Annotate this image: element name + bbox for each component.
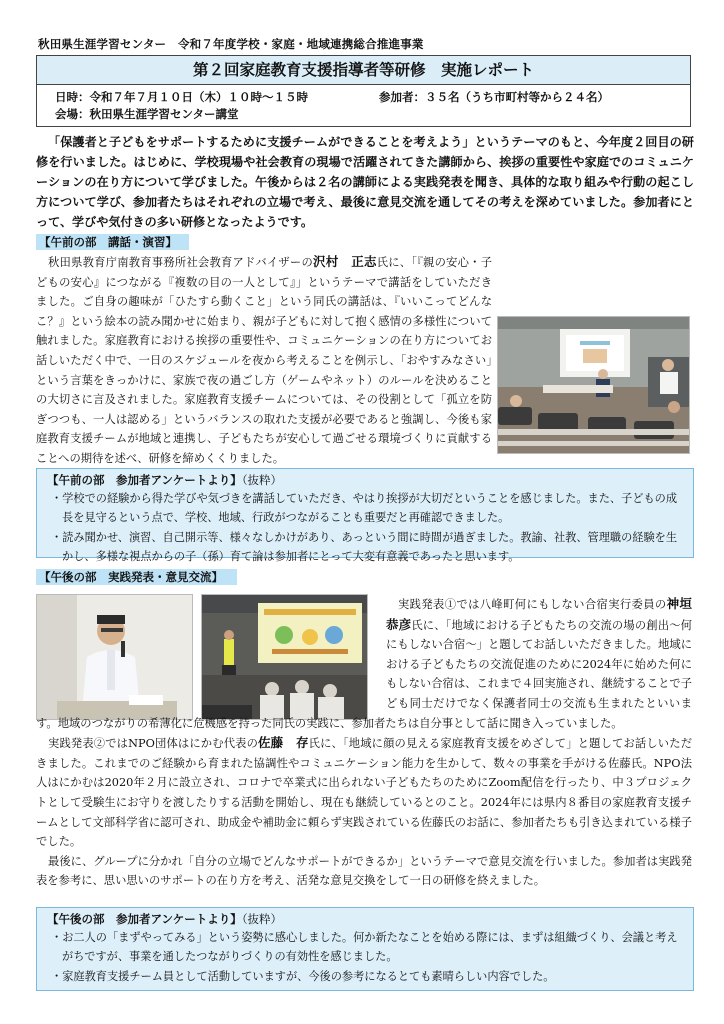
event-participants: 参加者：３５名（うち市町村等から２４名） [379,90,609,104]
afternoon-survey-title: 【午後の部 参加者アンケートより】 [47,912,242,926]
afternoon-intro-text-1: 実践発表①では八峰町何にもしない合宿実行委員の [398,598,667,611]
event-info [36,85,691,127]
morning-heading: 【午前の部 講話・演習】 [36,234,189,250]
morning-speaker-name: 沢村 正志 [313,254,377,269]
morning-survey-item: ・読み聞かせ、演習、自己開示等、様々なしかけがあり、あっという間に時間が過ぎました。教諭、社教、管理職の経験を生かし、多様な視点からの子（孫）育て論は参加者にとって大変有意義であったと思います。 [51,530,678,564]
afternoon-body [36,594,705,891]
afternoon-survey-excerpt: （抜粋） [241,912,283,926]
morning-body [36,252,692,469]
morning-survey-excerpt: （抜粋） [241,473,283,487]
morning-intro-text: 秋田県教育庁南教育事務所社会教育アドバイザーの [48,256,313,269]
afternoon-intro-text-2: 実践発表②ではNPO団体はにかむ代表の [48,737,259,751]
afternoon-speaker-2-name: 佐藤 存 [258,735,309,751]
event-venue: 会場：秋田県生涯学習センター講堂 [55,107,239,121]
morning-survey-box [36,468,694,564]
afternoon-heading: 【午後の部 実践発表・意見交流】 [36,569,237,585]
afternoon-body-text-3: 最後に、グループに分かれ「自分の立場でどんなサポートができるか」というテーマで意見交流を行いました。参加者は実践発表を参考に、思い思いのサポートの在り方を考え、活発な意見交換をして一日の研修を終えました。 [36,854,692,888]
page-header: 秋田県生涯学習センター 令和７年度学校・家庭・地域連携総合推進事業 [38,37,424,51]
morning-body-text: 氏に、「『親の安心・子どもの安心』につながる『複数の目の一人として』」というテーマで講話をしていただきました。ご自身の趣味が「ひたすら動くこと」という同氏の講話は、『いいこってどんなこ？』という絵本の読み聞かせに始まり、親が子どもに対して抱く感情の多様性について触れました。家庭教育における挨拶の重要性や、コミュニケーションの在り方についてお話しいただく中で、一日のスケジュールを夜から考えることを例示し、「おやすみなさい」という言葉をきっかけに、家族で夜の過ごし方（ゲームやネット）のルールを決めることの大切さに言及されました。家庭教育支援チームについては、その役割として「孤立を防ぎつつも、一人は認める」というバランスの取れた支援が必要であると強調し、今後も家庭教育支援チームが地域と連携し、子どもたちが安心して過ごせる環境づくりに貢献することへの期待を述べ、研修を締めくくりました。 [36,256,492,465]
afternoon-speaker-1-name: 神垣 恭彦 [386,596,705,632]
intro-paragraph: 「保護者と子どもをサポートするために支援チームができることを考えよう」というテーマのもと、今年度２回目の研修を行いました。はじめに、学校現場や社会教育の現場で活躍されてきた講師から、挨拶の重要性や家庭でのコミュニケーションの在り方について学びました。午後からは２名の講師による実践発表を聞き、具体的な取り組みや行動の起こし方について学び、参加者たちはそれぞれの立場で考え、最後に意見交流を通してその考えを深めていました。参加者にとって、学びや気付きの多い研修となったようです。 [36,135,694,229]
morning-survey-title: 【午前の部 参加者アンケートより】 [47,473,242,487]
page-title: 第２回家庭教育支援指導者等研修 実施レポート [36,55,691,85]
afternoon-survey-item: ・家庭教育支援チーム員として活動していますが、今後の参考になるとても素晴らしい内容でした。 [51,969,555,983]
afternoon-body-text-2: 氏に、「地域に顔の見える家庭教育支援をめざして」と題してお話しいただきました。これまでのご経験から育まれた協調性やコミュニケーション能力を生かして、数々の事業を手がける佐藤氏。NPO法人はにかむは2020年２月に設立され、コロナで卒業式に出られない子どもたちのためにZoom配信を行ったり、中３プロジェクトとして受験生にお守りを渡したりする活動を開始し、現在も継続しているとのこと。2024年には県内８番目の家庭教育支援チームとして文部科学省に認可され、助成金や補助金に頼らず実践されている佐藤氏のお話に、参加者たちも引き込まれている様子でした。 [36,737,692,849]
afternoon-survey-item: ・お二人の「まずやってみる」という姿勢に感心しました。何か新たなことを始める際には、まずは組織づくり、会議と考えがちですが、事業を通したつながりづくりの有効性を感じました。 [51,931,678,964]
afternoon-body-text-1: 氏に、「地域における子どもたちの交流の場の創出～何にもしない合宿～」と題してお話しいただきました。地域における子どもたちの交流促進のために2024年に始めた何にもしない合宿は、これまで４回実施され、継続することで子ども同士だけでなく保護者同士の交流も生まれたといいます。地域のつながりの希薄化に危機感を持った同氏の実践に、参加者たちは自分事として話に聞き入っていました。 [36,618,692,730]
event-datetime: 日時：令和７年７月１０日（木）１０時～１５時 [55,90,308,104]
morning-survey-item: ・学校での経験から得た学びや気づきを講話していただき、やはり挨拶が大切だということを感じました。また、子どもの成長を見守るという点で、学校、地域、行政がつながることも重要だと再確認できました。 [51,492,678,525]
afternoon-survey-box [36,907,694,991]
